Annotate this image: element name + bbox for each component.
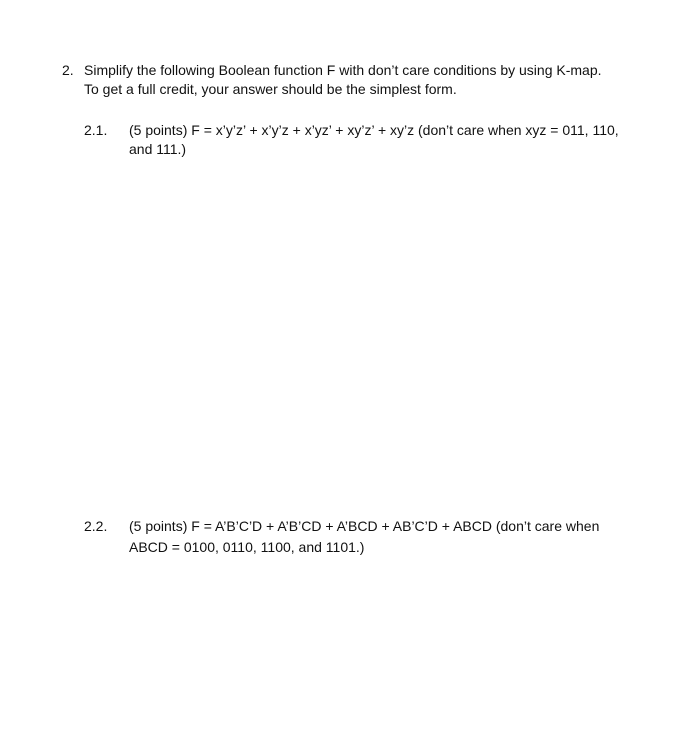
subquestion-text-line-1: (5 points) F = A’B’C’D + A’B’CD + A’BCD + AB’C’D + ABCD (don’t care when xyxy=(129,518,600,534)
subquestion-number: 2.2. xyxy=(84,518,108,534)
answer-space-2-1 xyxy=(84,170,644,500)
question-number: 2. xyxy=(62,62,74,78)
question-text-line-2: To get a full credit, your answer should be the simplest form. xyxy=(84,81,457,97)
subquestion-text-line-2: and 111.) xyxy=(129,141,187,157)
answer-space-2-2 xyxy=(84,570,644,720)
subquestion-text-line-2: ABCD = 0100, 0110, 1100, and 1101.) xyxy=(129,539,365,555)
question-text-line-1: Simplify the following Boolean function F with don’t care conditions by using K-map. xyxy=(84,62,602,78)
subquestion-text-line-1: (5 points) F = x’y’z’ + x’y’z + x’yz’ + xy’z’ + xy’z (don’t care when xyz = 011, 110, xyxy=(129,122,619,138)
subquestion-number: 2.1. xyxy=(84,122,108,138)
